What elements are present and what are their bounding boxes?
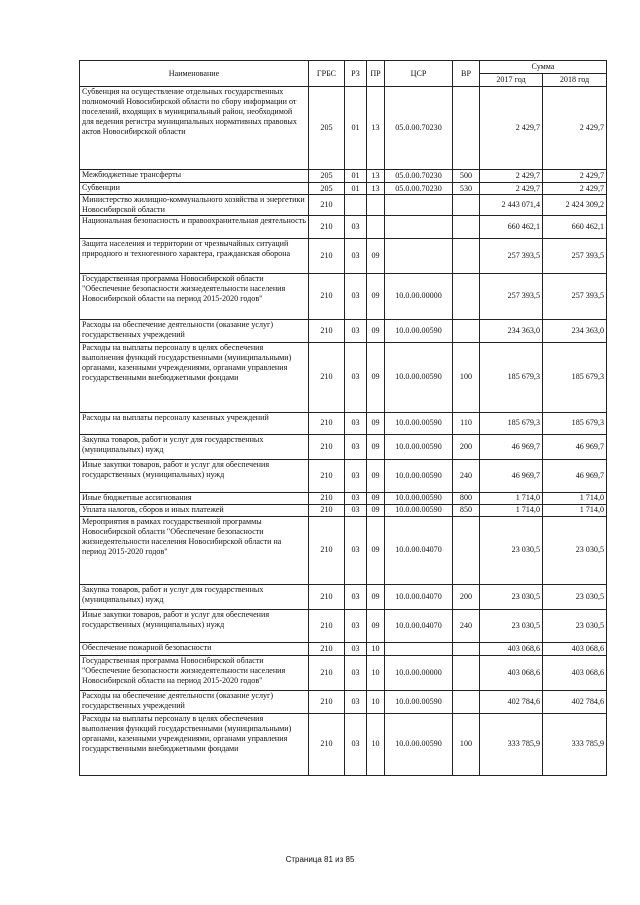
cell-vr bbox=[453, 87, 480, 170]
header-rz: РЗ bbox=[345, 61, 367, 87]
cell-vr: 110 bbox=[453, 412, 480, 434]
cell-rz: 01 bbox=[345, 183, 367, 195]
cell-vr bbox=[453, 273, 480, 319]
cell-sum-2018: 2 429,7 bbox=[543, 170, 607, 183]
cell-csr bbox=[385, 195, 453, 216]
cell-grbs: 210 bbox=[309, 492, 345, 504]
cell-name: Иные бюджетные ассигнования bbox=[80, 492, 309, 504]
cell-name: Иные закупки товаров, работ и услуг для обеспечения государственных (муниципальных) нужд bbox=[80, 609, 309, 642]
cell-sum-2017: 46 969,7 bbox=[480, 459, 543, 492]
cell-name: Расходы на обеспечение деятельности (оказание услуг) государственных учреждений bbox=[80, 690, 309, 713]
cell-vr: 100 bbox=[453, 713, 480, 775]
cell-sum-2018: 402 784,6 bbox=[543, 690, 607, 713]
cell-sum-2017: 2 443 071,4 bbox=[480, 195, 543, 216]
cell-sum-2017: 402 784,6 bbox=[480, 690, 543, 713]
table-row bbox=[80, 642, 607, 655]
cell-csr: 05.0.00.70230 bbox=[385, 87, 453, 170]
cell-grbs: 210 bbox=[309, 690, 345, 713]
cell-csr: 10.0.00.00590 bbox=[385, 690, 453, 713]
cell-name: Национальная безопасность и правоохранительная деятельность bbox=[80, 215, 309, 238]
table-row bbox=[80, 504, 607, 516]
cell-vr: 240 bbox=[453, 609, 480, 642]
cell-sum-2018: 257 393,5 bbox=[543, 273, 607, 319]
table-header bbox=[80, 61, 607, 87]
cell-csr: 10.0.00.04070 bbox=[385, 516, 453, 584]
cell-name: Межбюджетные трансферты bbox=[80, 170, 309, 183]
cell-name: Закупка товаров, работ и услуг для государственных (муниципальных) нужд bbox=[80, 584, 309, 609]
cell-sum-2017: 234 363,0 bbox=[480, 319, 543, 342]
cell-csr: 05.0.00.70230 bbox=[385, 170, 453, 183]
header-sum: Сумма bbox=[480, 61, 607, 74]
cell-csr: 10.0.00.00590 bbox=[385, 713, 453, 775]
cell-csr: 10.0.00.00590 bbox=[385, 412, 453, 434]
cell-sum-2018: 185 679,3 bbox=[543, 342, 607, 412]
cell-grbs: 205 bbox=[309, 170, 345, 183]
cell-vr bbox=[453, 238, 480, 273]
cell-name: Государственная программа Новосибирской области "Обеспечение безопасности жизнедеятельности населения Новосибирской области на период 2015-2020 годов" bbox=[80, 273, 309, 319]
header-grbs: ГРБС bbox=[309, 61, 345, 87]
cell-pr: 09 bbox=[367, 412, 385, 434]
cell-sum-2018: 46 969,7 bbox=[543, 434, 607, 459]
cell-pr: 13 bbox=[367, 87, 385, 170]
cell-pr: 09 bbox=[367, 273, 385, 319]
table-row bbox=[80, 238, 607, 273]
cell-csr bbox=[385, 642, 453, 655]
cell-sum-2018: 234 363,0 bbox=[543, 319, 607, 342]
cell-csr bbox=[385, 238, 453, 273]
cell-rz: 03 bbox=[345, 516, 367, 584]
cell-pr: 09 bbox=[367, 319, 385, 342]
header-2017: 2017 год bbox=[480, 74, 543, 87]
cell-sum-2018: 2 429,7 bbox=[543, 87, 607, 170]
table-row bbox=[80, 319, 607, 342]
cell-sum-2017: 660 462,1 bbox=[480, 215, 543, 238]
cell-vr bbox=[453, 215, 480, 238]
cell-name: Иные закупки товаров, работ и услуг для обеспечения государственных (муниципальных) нужд bbox=[80, 459, 309, 492]
cell-pr: 09 bbox=[367, 492, 385, 504]
cell-rz: 03 bbox=[345, 412, 367, 434]
cell-name: Расходы на выплаты персоналу в целях обеспечения выполнения функций государственными (муниципальными) органами, казенными учреждениями, органами управления государственными внебюджетными фондами bbox=[80, 713, 309, 775]
cell-pr: 09 bbox=[367, 609, 385, 642]
header-name: Наименование bbox=[80, 61, 309, 87]
cell-rz: 03 bbox=[345, 238, 367, 273]
cell-name: Уплата налогов, сборов и иных платежей bbox=[80, 504, 309, 516]
cell-grbs: 210 bbox=[309, 584, 345, 609]
table-row bbox=[80, 516, 607, 584]
cell-sum-2017: 1 714,0 bbox=[480, 504, 543, 516]
cell-grbs: 210 bbox=[309, 412, 345, 434]
cell-grbs: 210 bbox=[309, 713, 345, 775]
table-row bbox=[80, 459, 607, 492]
cell-rz: 03 bbox=[345, 492, 367, 504]
table-body bbox=[80, 87, 607, 776]
cell-sum-2018: 333 785,9 bbox=[543, 713, 607, 775]
cell-pr bbox=[367, 215, 385, 238]
cell-name: Министерство жилищно-коммунального хозяйства и энергетики Новосибирской области bbox=[80, 195, 309, 216]
cell-rz: 03 bbox=[345, 690, 367, 713]
cell-rz bbox=[345, 195, 367, 216]
cell-sum-2018: 46 969,7 bbox=[543, 459, 607, 492]
cell-pr: 09 bbox=[367, 434, 385, 459]
cell-csr bbox=[385, 215, 453, 238]
cell-rz: 01 bbox=[345, 170, 367, 183]
cell-sum-2017: 23 030,5 bbox=[480, 584, 543, 609]
table-row bbox=[80, 273, 607, 319]
cell-rz: 03 bbox=[345, 609, 367, 642]
cell-grbs: 210 bbox=[309, 609, 345, 642]
cell-sum-2018: 23 030,5 bbox=[543, 609, 607, 642]
cell-pr: 10 bbox=[367, 713, 385, 775]
header-pr: ПР bbox=[367, 61, 385, 87]
cell-csr: 10.0.00.00590 bbox=[385, 342, 453, 412]
cell-sum-2017: 403 068,6 bbox=[480, 642, 543, 655]
cell-name: Обеспечение пожарной безопасности bbox=[80, 642, 309, 655]
cell-sum-2017: 403 068,6 bbox=[480, 655, 543, 690]
cell-vr: 200 bbox=[453, 434, 480, 459]
cell-name: Субвенция на осуществление отдельных государственных полномочий Новосибирской области по сбору информации от поселений, входящих в муниципальный район, необходимой для ведения регистра муниципальных нормативных правовых актов Новосибирской области bbox=[80, 87, 309, 170]
table-row bbox=[80, 713, 607, 775]
cell-sum-2017: 23 030,5 bbox=[480, 516, 543, 584]
cell-vr: 500 bbox=[453, 170, 480, 183]
cell-vr bbox=[453, 642, 480, 655]
cell-pr: 09 bbox=[367, 504, 385, 516]
cell-sum-2018: 23 030,5 bbox=[543, 516, 607, 584]
cell-sum-2017: 1 714,0 bbox=[480, 492, 543, 504]
table-row bbox=[80, 342, 607, 412]
cell-name: Субвенции bbox=[80, 183, 309, 195]
cell-name: Расходы на выплаты персоналу казенных учреждений bbox=[80, 412, 309, 434]
cell-vr bbox=[453, 516, 480, 584]
cell-sum-2018: 257 393,5 bbox=[543, 238, 607, 273]
cell-grbs: 210 bbox=[309, 273, 345, 319]
cell-rz: 03 bbox=[345, 713, 367, 775]
table-row bbox=[80, 87, 607, 170]
cell-sum-2018: 2 424 309,2 bbox=[543, 195, 607, 216]
cell-pr: 10 bbox=[367, 642, 385, 655]
cell-pr: 09 bbox=[367, 584, 385, 609]
cell-sum-2017: 185 679,3 bbox=[480, 412, 543, 434]
cell-pr: 09 bbox=[367, 459, 385, 492]
table-row bbox=[80, 655, 607, 690]
cell-pr: 10 bbox=[367, 690, 385, 713]
cell-rz: 03 bbox=[345, 504, 367, 516]
cell-pr bbox=[367, 195, 385, 216]
cell-pr: 09 bbox=[367, 516, 385, 584]
cell-rz: 03 bbox=[345, 319, 367, 342]
cell-rz: 03 bbox=[345, 655, 367, 690]
cell-sum-2018: 403 068,6 bbox=[543, 642, 607, 655]
cell-csr: 10.0.00.00590 bbox=[385, 504, 453, 516]
cell-grbs: 210 bbox=[309, 195, 345, 216]
cell-sum-2017: 2 429,7 bbox=[480, 87, 543, 170]
cell-rz: 03 bbox=[345, 215, 367, 238]
cell-csr: 10.0.00.00000 bbox=[385, 655, 453, 690]
cell-vr bbox=[453, 195, 480, 216]
table-row bbox=[80, 215, 607, 238]
table-row bbox=[80, 492, 607, 504]
table-row bbox=[80, 170, 607, 183]
budget-table bbox=[79, 60, 607, 776]
cell-csr: 10.0.00.04070 bbox=[385, 609, 453, 642]
page-number: Страница 81 из 85 bbox=[285, 855, 355, 864]
cell-pr: 13 bbox=[367, 170, 385, 183]
cell-sum-2018: 1 714,0 bbox=[543, 504, 607, 516]
cell-csr: 10.0.00.00590 bbox=[385, 434, 453, 459]
cell-csr: 10.0.00.00590 bbox=[385, 459, 453, 492]
cell-sum-2017: 185 679,3 bbox=[480, 342, 543, 412]
cell-csr: 05.0.00.70230 bbox=[385, 183, 453, 195]
cell-grbs: 205 bbox=[309, 183, 345, 195]
cell-grbs: 205 bbox=[309, 87, 345, 170]
table-row bbox=[80, 690, 607, 713]
cell-grbs: 210 bbox=[309, 238, 345, 273]
cell-grbs: 210 bbox=[309, 434, 345, 459]
table-row bbox=[80, 195, 607, 216]
table-row bbox=[80, 609, 607, 642]
cell-sum-2017: 2 429,7 bbox=[480, 183, 543, 195]
cell-rz: 01 bbox=[345, 87, 367, 170]
cell-vr bbox=[453, 319, 480, 342]
cell-vr: 800 bbox=[453, 492, 480, 504]
cell-rz: 03 bbox=[345, 342, 367, 412]
cell-sum-2018: 660 462,1 bbox=[543, 215, 607, 238]
cell-pr: 09 bbox=[367, 342, 385, 412]
cell-pr: 10 bbox=[367, 655, 385, 690]
cell-rz: 03 bbox=[345, 642, 367, 655]
cell-vr bbox=[453, 690, 480, 713]
cell-name: Закупка товаров, работ и услуг для государственных (муниципальных) нужд bbox=[80, 434, 309, 459]
cell-vr: 240 bbox=[453, 459, 480, 492]
cell-grbs: 210 bbox=[309, 342, 345, 412]
cell-rz: 03 bbox=[345, 434, 367, 459]
cell-grbs: 210 bbox=[309, 459, 345, 492]
cell-sum-2018: 1 714,0 bbox=[543, 492, 607, 504]
cell-pr: 13 bbox=[367, 183, 385, 195]
table-row bbox=[80, 183, 607, 195]
cell-sum-2018: 185 679,3 bbox=[543, 412, 607, 434]
cell-rz: 03 bbox=[345, 273, 367, 319]
cell-grbs: 210 bbox=[309, 504, 345, 516]
cell-vr: 850 bbox=[453, 504, 480, 516]
cell-vr: 100 bbox=[453, 342, 480, 412]
table-row bbox=[80, 434, 607, 459]
cell-grbs: 210 bbox=[309, 655, 345, 690]
cell-rz: 03 bbox=[345, 584, 367, 609]
cell-sum-2017: 257 393,5 bbox=[480, 273, 543, 319]
cell-vr: 200 bbox=[453, 584, 480, 609]
cell-sum-2017: 46 969,7 bbox=[480, 434, 543, 459]
cell-name: Расходы на выплаты персоналу в целях обеспечения выполнения функций государственными (муниципальными) органами, казенными учреждениями, органами управления государственными внебюджетными фондами bbox=[80, 342, 309, 412]
cell-name: Мероприятия в рамках государственной программы Новосибирской области "Обеспечение безопасности жизнедеятельности населения Новосибирской области на период 2015-2020 годов" bbox=[80, 516, 309, 584]
cell-pr: 09 bbox=[367, 238, 385, 273]
cell-csr: 10.0.00.04070 bbox=[385, 584, 453, 609]
cell-sum-2018: 2 429,7 bbox=[543, 183, 607, 195]
cell-sum-2017: 257 393,5 bbox=[480, 238, 543, 273]
cell-grbs: 210 bbox=[309, 319, 345, 342]
cell-sum-2017: 333 785,9 bbox=[480, 713, 543, 775]
cell-name: Расходы на обеспечение деятельности (оказание услуг) государственных учреждений bbox=[80, 319, 309, 342]
cell-grbs: 210 bbox=[309, 642, 345, 655]
header-csr: ЦСР bbox=[385, 61, 453, 87]
table-row bbox=[80, 584, 607, 609]
cell-grbs: 210 bbox=[309, 215, 345, 238]
cell-name: Государственная программа Новосибирской области "Обеспечение безопасности жизнедеятельности населения Новосибирской области на период 2015-2020 годов" bbox=[80, 655, 309, 690]
cell-vr: 530 bbox=[453, 183, 480, 195]
cell-sum-2017: 2 429,7 bbox=[480, 170, 543, 183]
cell-sum-2018: 23 030,5 bbox=[543, 584, 607, 609]
cell-grbs: 210 bbox=[309, 516, 345, 584]
cell-sum-2017: 23 030,5 bbox=[480, 609, 543, 642]
header-2018: 2018 год bbox=[543, 74, 607, 87]
cell-csr: 10.0.00.00000 bbox=[385, 273, 453, 319]
table-row bbox=[80, 412, 607, 434]
header-vr: ВР bbox=[453, 61, 480, 87]
cell-vr bbox=[453, 655, 480, 690]
cell-csr: 10.0.00.00590 bbox=[385, 492, 453, 504]
cell-csr: 10.0.00.00590 bbox=[385, 319, 453, 342]
cell-rz: 03 bbox=[345, 459, 367, 492]
cell-sum-2018: 403 068,6 bbox=[543, 655, 607, 690]
cell-name: Защита населения и территории от чрезвычайных ситуаций природного и техногенного характера, гражданская оборона bbox=[80, 238, 309, 273]
